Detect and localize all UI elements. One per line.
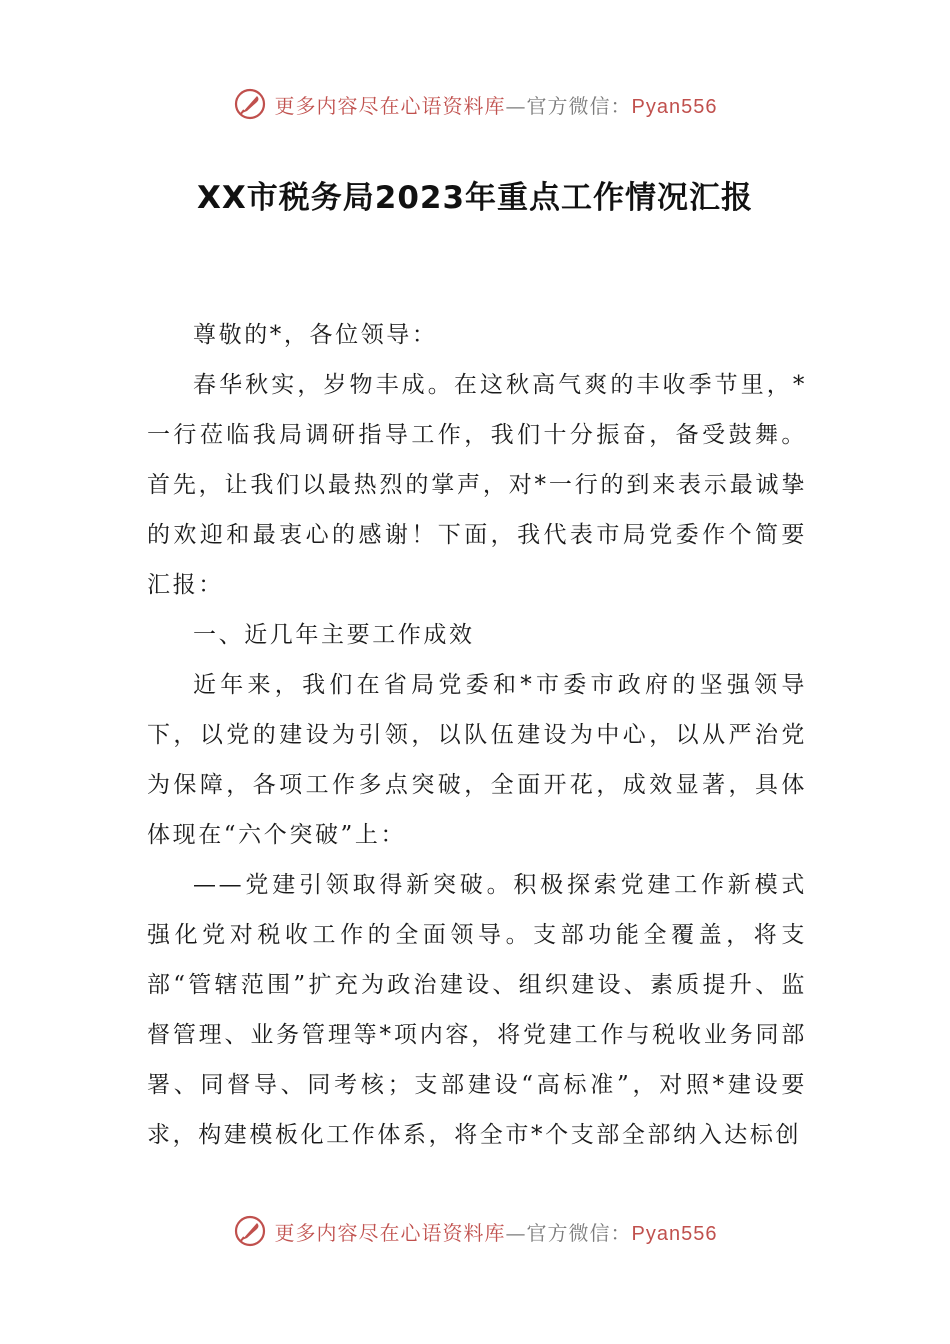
watermark-header bbox=[0, 84, 950, 124]
quill-pen-circle-icon bbox=[233, 1214, 267, 1248]
watermark-main: 更多内容尽在心语资料库 bbox=[274, 93, 506, 118]
watermark-main: 更多内容尽在心语资料库 bbox=[274, 1220, 506, 1245]
watermark-sub: 官方微信： bbox=[526, 93, 632, 118]
watermark-id: Pyan556 bbox=[631, 1222, 718, 1245]
quill-pen-circle-icon bbox=[233, 87, 267, 121]
watermark-text bbox=[275, 1217, 718, 1246]
document-title: XX市税务局2023年重点工作情况汇报 bbox=[196, 180, 754, 216]
watermark-separator: — bbox=[505, 93, 527, 118]
watermark-footer bbox=[0, 1211, 950, 1251]
paragraph-party-building: ——党建引领取得新突破。积极探索党建工作新模式强化党对税收工作的全面领导。支部功能全覆盖，将支部“管辖范围”扩充为政治建设、组织建设、素质提升、监督管理、业务管理等*项内容，将党建工作与税收业务同部署、同督导、同考核；支部建设“高标准”，对照*建设要求，构建模板化工作体系，将全市*个支部全部纳入达标创 bbox=[147, 872, 807, 1148]
paragraph-intro: 春华秋实，岁物丰成。在这秋高气爽的丰收季节里，*一行莅临我局调研指导工作，我们十分振奋，备受鼓舞。首先，让我们以最热烈的掌声，对*一行的到来表示最诚挚的欢迎和最衷心的感谢！下面，我代表市局党委作个简要汇报： bbox=[147, 372, 807, 598]
watermark-id: Pyan556 bbox=[631, 95, 718, 118]
document-body bbox=[147, 310, 807, 1160]
section-heading: 一、近几年主要工作成效 bbox=[193, 622, 475, 648]
watermark-separator: — bbox=[505, 1220, 527, 1245]
paragraph-overview: 近年来，我们在省局党委和*市委市政府的坚强领导下，以党的建设为引领，以队伍建设为中心，以从严治党为保障，各项工作多点突破，全面开花，成效显著，具体体现在“六个突破”上： bbox=[147, 672, 807, 848]
paragraph-salutation: 尊敬的*，各位领导： bbox=[193, 322, 438, 348]
watermark-sub: 官方微信： bbox=[526, 1220, 632, 1245]
watermark-text bbox=[275, 90, 718, 119]
